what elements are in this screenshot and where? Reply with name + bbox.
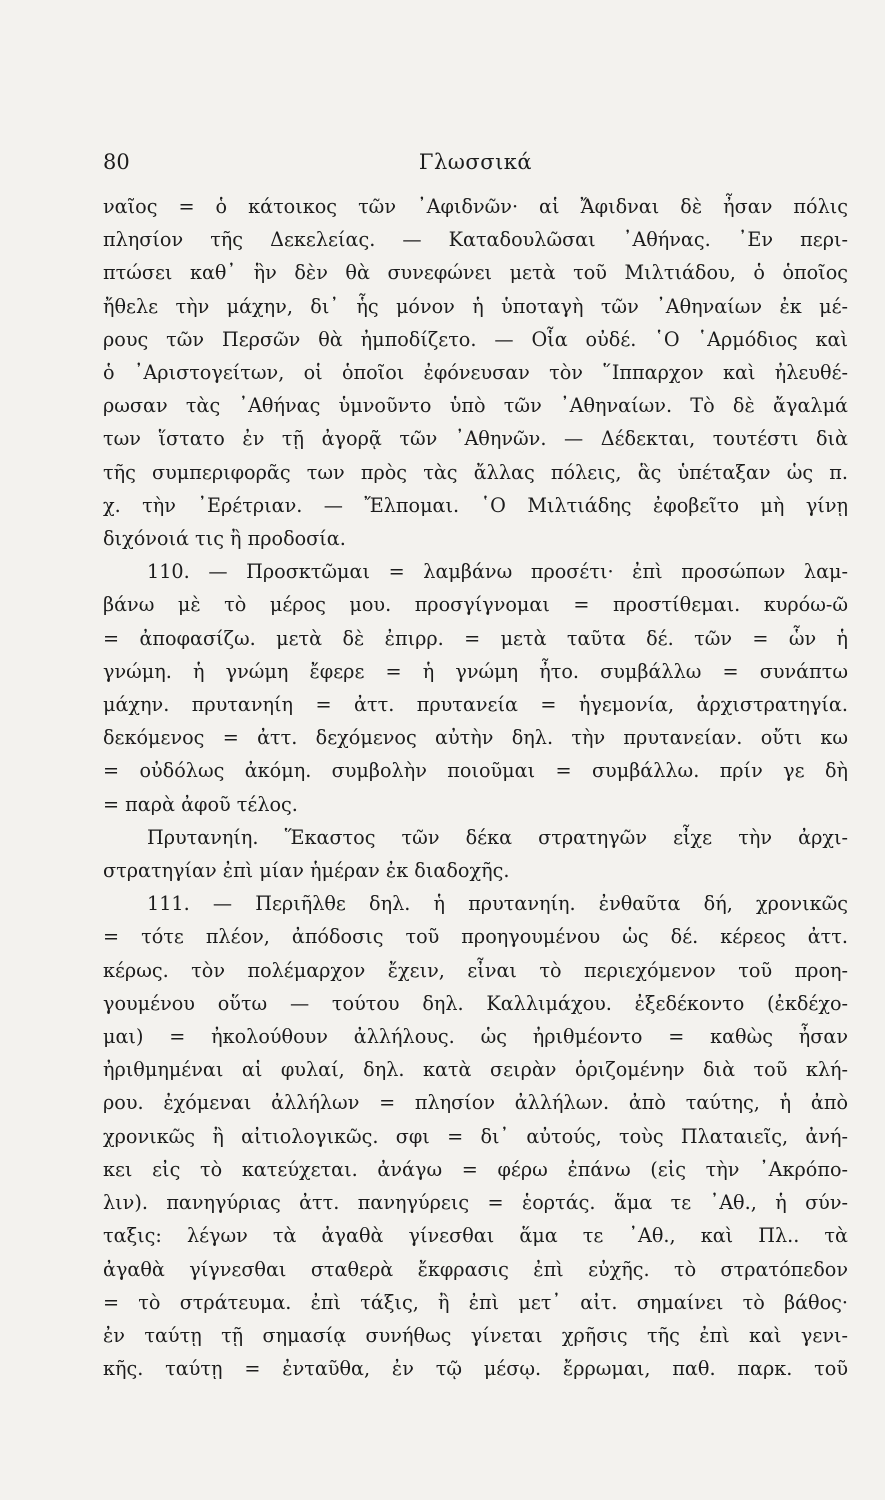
page-header: [103, 150, 848, 180]
running-title: Γλωσσικά: [418, 150, 533, 174]
text-line: γουμένου οὕτω — τούτου δηλ. Καλλιμάχου. ἐξεδέκοντο (ἐκδέχο-: [103, 991, 848, 1015]
text-line: ρους τῶν Περσῶν θὰ ἠμποδίζετο. — Οἷα οὐδέ. ῾Ο ῾Αρμόδιος καὶ: [103, 327, 848, 351]
text-line: κει εἰς τὸ κατεύχεται. ἀνάγω = φέρω ἐπάνω (εἰς τὴν ᾿Ακρόπο-: [103, 1157, 848, 1181]
text-line: = τὸ στράτευμα. ἐπὶ τάξις, ἢ ἐπὶ μετ᾿ αἰτ. σημαίνει τὸ βάθος·: [103, 1290, 848, 1314]
page-number: 80: [103, 150, 130, 174]
text-line: λιν). πανηγύριας ἀττ. πανηγύρεις = ἑορτάς. ἅμα τε ᾿Αθ., ἡ σύν-: [103, 1191, 848, 1215]
paragraph-prytaneie: Πρυτανηίη. Ἕκαστος τῶν δέκα στρατηγῶν εἶχε τὴν ἀρχι-: [147, 825, 848, 849]
text-line: μαι) = ἠκολούθουν ἀλλήλους. ὡς ἠριθμέοντο = καθὼς ἦσαν: [103, 1025, 848, 1049]
text-line: ἐν ταύτῃ τῇ σημασίᾳ συνήθως γίνεται χρῆσις τῆς ἐπὶ καὶ γενι-: [103, 1323, 848, 1347]
text-line: πτώσει καθ᾿ ἣν δὲν θὰ συνεφώνει μετὰ τοῦ Μιλτιάδου, ὁ ὁποῖος: [103, 261, 848, 285]
section-111-start: 111. — Περιῆλθε δηλ. ἡ πρυτανηίη. ἐνθαῦτα δή, χρονικῶς: [147, 892, 848, 916]
text-line: κέρως. τὸν πολέμαρχον ἔχειν, εἶναι τὸ περιεχόμενον τοῦ προη-: [103, 958, 848, 982]
text-line: δεκόμενος = ἀττ. δεχόμενος αὐτὴν δηλ. τὴν πρυτανείαν. οὔτι κω: [103, 726, 848, 750]
text-line: διχόνοιά τις ἢ προδοσία.: [103, 527, 346, 551]
text-line: ρωσαν τὰς ᾿Αθήνας ὑμνοῦντο ὑπὸ τῶν ᾿Αθηναίων. Τὸ δὲ ἄγαλμά: [103, 394, 848, 418]
text-line: ἠριθμημέναι αἱ φυλαί, δηλ. κατὰ σειρὰν ὁριζομένην διὰ τοῦ κλή-: [103, 1058, 848, 1082]
text-line: = οὐδόλως ἀκόμη. συμβολὴν ποιοῦμαι = συμβάλλω. πρίν γε δὴ: [103, 759, 848, 783]
section-110-start: 110. — Προσκτῶμαι = λαμβάνω προσέτι· ἐπὶ προσώπων λαμ-: [147, 560, 848, 584]
text-line: ὁ ᾿Αριστογείτων, οἱ ὁποῖοι ἐφόνευσαν τὸν ῞Ιππαρχον καὶ ἠλευθέ-: [103, 361, 848, 385]
text-line: βάνω μὲ τὸ μέρος μου. προσγίγνομαι = προστίθεμαι. κυρόω-ῶ: [103, 593, 848, 617]
text-line: των ἵστατο ἐν τῇ ἀγορᾷ τῶν ᾿Αθηνῶν. — Δέδεκται, τουτέστι διὰ: [103, 427, 848, 451]
text-line: στρατηγίαν ἐπὶ μίαν ἡμέραν ἐκ διαδοχῆς.: [103, 859, 510, 883]
text-line: γνώμη. ἡ γνώμη ἔφερε = ἡ γνώμη ἦτο. συμβάλλω = συνάπτω: [103, 659, 848, 683]
text-line: μάχην. πρυτανηίη = ἀττ. πρυτανεία = ἡγεμονία, ἀρχιστρατηγία.: [103, 693, 848, 717]
text-line: τῆς συμπεριφορᾶς των πρὸς τὰς ἄλλας πόλεις, ἃς ὑπέταξαν ὡς π.: [103, 460, 848, 484]
text-line: ναῖος = ὁ κάτοικος τῶν ᾿Αφιδνῶν· αἱ Ἄφιδναι δὲ ἦσαν πόλις: [103, 195, 848, 218]
text-line: ταξις: λέγων τὰ ἀγαθὰ γίνεσθαι ἅμα τε ᾿Αθ., καὶ Πλ.. τὰ: [103, 1224, 848, 1248]
text-line: = παρὰ ἀφοῦ τέλος.: [103, 792, 298, 816]
text-line: χρονικῶς ἢ αἰτιολογικῶς. σφι = δι᾿ αὐτούς, τοὺς Πλαταιεῖς, ἀνή-: [103, 1124, 848, 1148]
text-line: ἀγαθὰ γίγνεσθαι σταθερὰ ἔκφρασις ἐπὶ εὐχῆς. τὸ στρατόπεδον: [103, 1257, 848, 1281]
page-body: [103, 190, 848, 1385]
text-line: = ἀποφασίζω. μετὰ δὲ ἐπιρρ. = μετὰ ταῦτα δέ. τῶν = ὧν ἡ: [103, 626, 848, 650]
text-line: πλησίον τῆς Δεκελείας. — Καταδουλῶσαι ᾿Αθήνας. ᾿Εν περι-: [103, 228, 848, 252]
text-line: = τότε πλέον, ἀπόδοσις τοῦ προηγουμένου ὡς δέ. κέρεος ἀττ.: [103, 925, 848, 949]
text-line: ρου. ἐχόμεναι ἀλλήλων = πλησίον ἀλλήλων. ἀπὸ ταύτης, ἡ ἀπὸ: [103, 1091, 848, 1115]
text-line: κῆς. ταύτῃ = ἐνταῦθα, ἐν τῷ μέσῳ. ἔρρωμαι, παθ. παρκ. τοῦ: [103, 1357, 848, 1381]
text-line: ἤθελε τὴν μάχην, δι᾿ ἧς μόνον ἡ ὑποταγὴ τῶν ᾿Αθηναίων ἐκ μέ-: [103, 294, 848, 318]
text-line: χ. τὴν ᾿Ερέτριαν. — Ἔλπομαι. ῾Ο Μιλτιάδης ἐφοβεῖτο μὴ γίνῃ: [103, 493, 848, 517]
